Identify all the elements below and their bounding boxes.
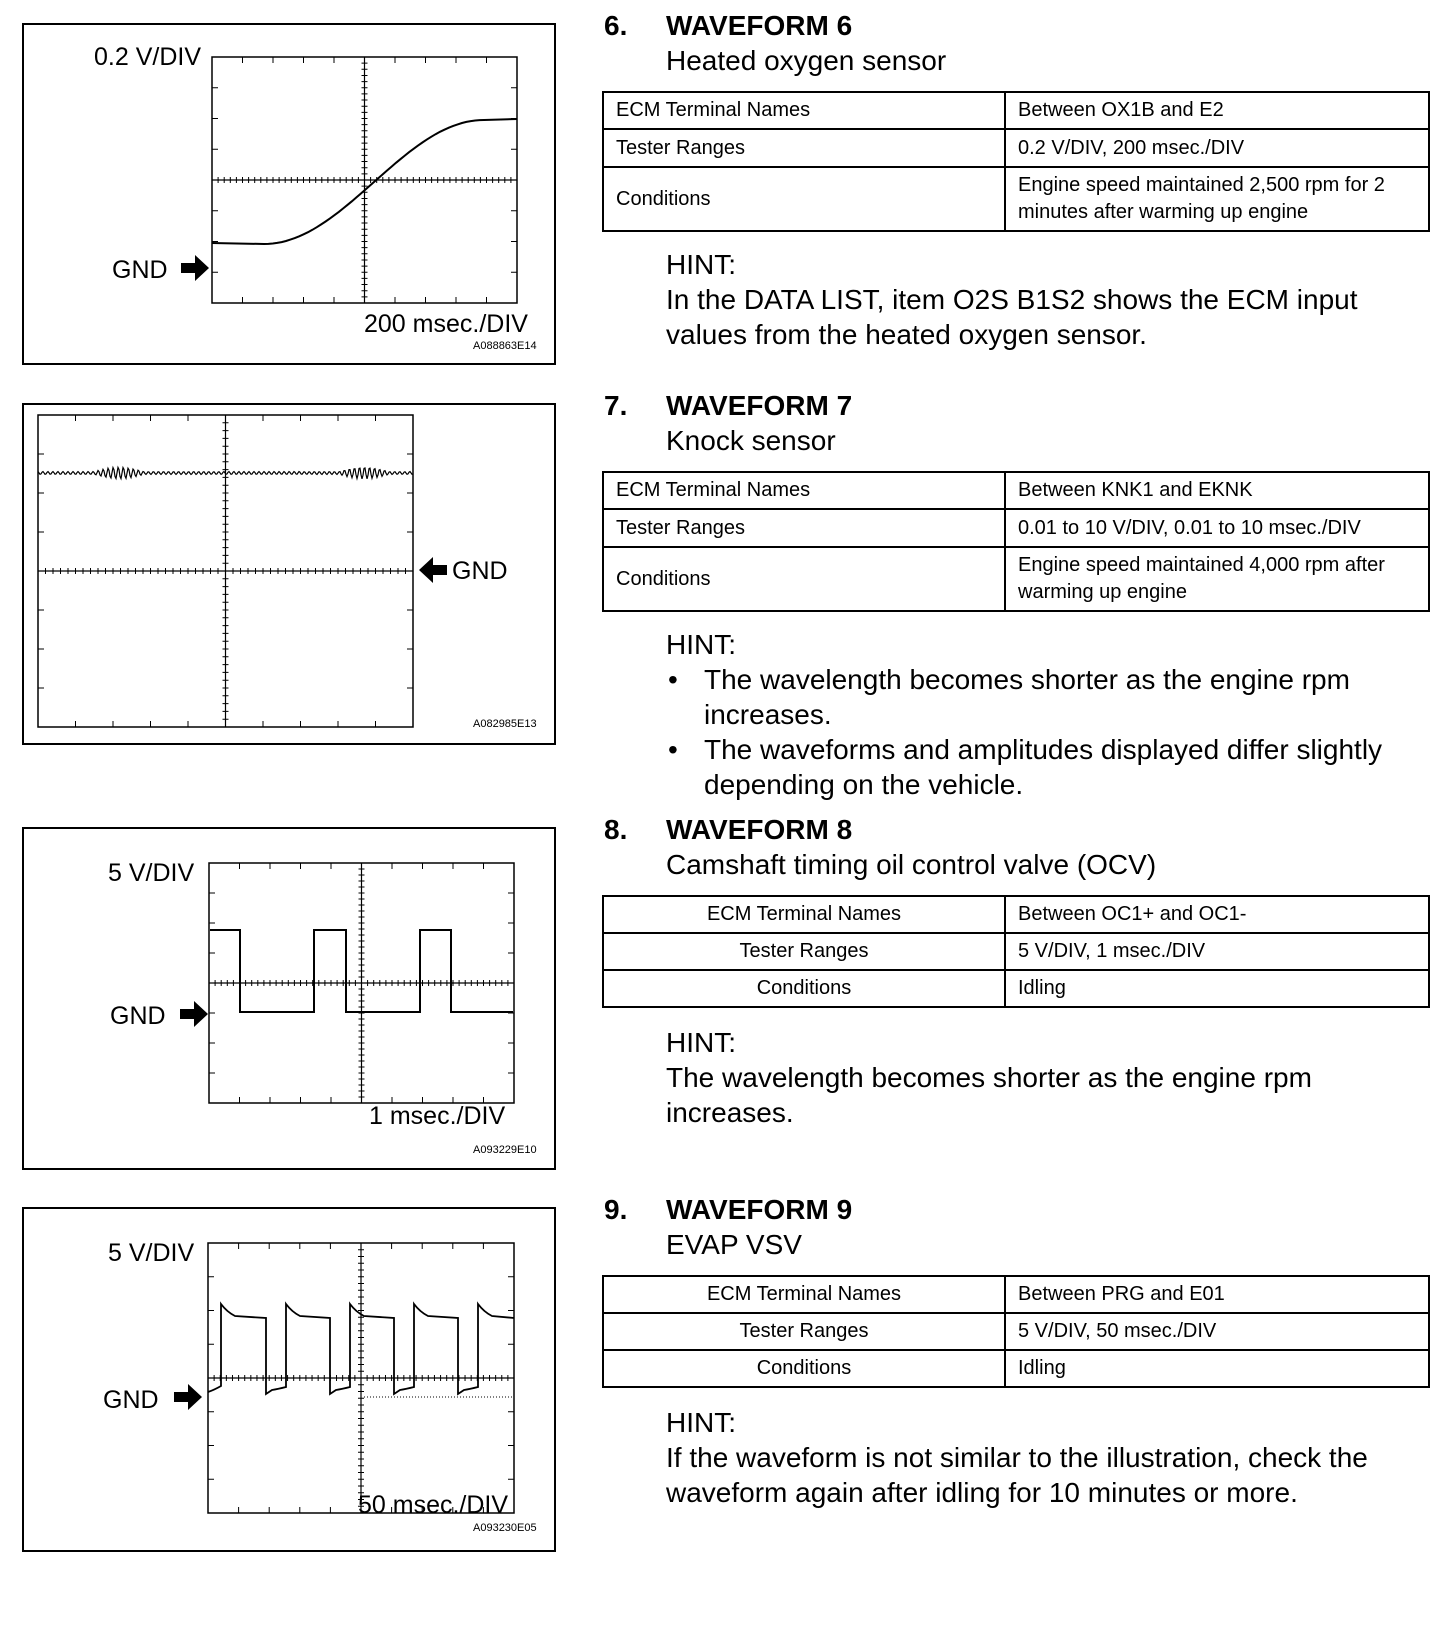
table-value: Between PRG and E01	[1005, 1276, 1429, 1313]
table-value: 5 V/DIV, 1 msec./DIV	[1005, 933, 1429, 970]
section-subtitle: Knock sensor	[666, 425, 836, 456]
hint-block	[666, 1025, 1436, 1130]
gnd-arrow-icon	[419, 557, 447, 583]
volts-per-div-label: 5 V/DIV	[108, 859, 195, 887]
hint-block	[666, 247, 1436, 352]
table-key: Conditions	[603, 547, 1005, 611]
table-value: Engine speed maintained 2,500 rpm for 2 minutes after warming up engine	[1005, 167, 1429, 231]
section-number: 7.	[604, 390, 628, 421]
waveform-9-figure	[22, 1207, 556, 1552]
table-value: 0.2 V/DIV, 200 msec./DIV	[1005, 129, 1429, 167]
hint-text: In the DATA LIST, item O2S B1S2 shows the ECM input values from the heated oxygen sensor.	[666, 284, 1358, 350]
table-key: ECM Terminal Names	[603, 1276, 1005, 1313]
section-subtitle: Heated oxygen sensor	[666, 45, 947, 76]
gnd-label: GND	[112, 256, 168, 284]
section-subtitle: EVAP VSV	[666, 1229, 802, 1260]
section-title: WAVEFORM 8	[666, 814, 853, 845]
table-key: ECM Terminal Names	[603, 92, 1005, 129]
section-title: WAVEFORM 6	[666, 10, 853, 41]
waveform-6-figure	[22, 23, 556, 365]
table-value: Engine speed maintained 4,000 rpm after warming up engine	[1005, 547, 1429, 611]
hint-text: The wavelength becomes shorter as the engine rpm increases.	[666, 1062, 1312, 1128]
gnd-arrow-icon	[174, 1384, 202, 1410]
section-number: 6.	[604, 10, 628, 41]
figure-code: A082985E13	[473, 718, 537, 730]
table-value: Between OC1+ and OC1-	[1005, 896, 1429, 933]
table-key: Tester Ranges	[603, 129, 1005, 167]
waveform-8-figure	[22, 827, 556, 1170]
section-number: 9.	[604, 1194, 628, 1225]
hint-label: HINT:	[666, 629, 736, 660]
figure-code: A088863E14	[473, 340, 537, 352]
table-value: 0.01 to 10 V/DIV, 0.01 to 10 msec./DIV	[1005, 509, 1429, 547]
section-title: WAVEFORM 9	[666, 1194, 853, 1225]
spec-table	[602, 471, 1430, 612]
hint-bullet: • The waveforms and amplitudes displayed differ slightly depending on the vehicle.	[666, 732, 1436, 802]
time-per-div-label: 200 msec./DIV	[364, 310, 528, 338]
figure-code: A093229E10	[473, 1144, 537, 1156]
section-subtitle: Camshaft timing oil control valve (OCV)	[666, 849, 1157, 880]
table-key: Tester Ranges	[603, 1313, 1005, 1350]
hint-bullet: • The wavelength becomes shorter as the engine rpm increases.	[666, 662, 1436, 732]
time-per-div-label: 50 msec./DIV	[358, 1491, 509, 1519]
spec-table	[602, 895, 1430, 1008]
table-key: ECM Terminal Names	[603, 896, 1005, 933]
table-value: Idling	[1005, 1350, 1429, 1387]
gnd-arrow-icon	[181, 255, 209, 281]
table-value: 5 V/DIV, 50 msec./DIV	[1005, 1313, 1429, 1350]
hint-list	[666, 662, 1436, 802]
section-title: WAVEFORM 7	[666, 390, 853, 421]
table-key: Conditions	[603, 167, 1005, 231]
table-key: ECM Terminal Names	[603, 472, 1005, 509]
hint-label: HINT:	[666, 1027, 736, 1058]
gnd-label: GND	[452, 557, 508, 585]
figure-code: A093230E05	[473, 1522, 537, 1534]
hint-block	[666, 627, 1436, 802]
table-value: Between KNK1 and EKNK	[1005, 472, 1429, 509]
hint-text: If the waveform is not similar to the illustration, check the waveform again after idling for 10 minutes or more.	[666, 1442, 1368, 1508]
table-value: Idling	[1005, 970, 1429, 1007]
hint-label: HINT:	[666, 249, 736, 280]
gnd-label: GND	[110, 1002, 166, 1030]
table-key: Conditions	[603, 1350, 1005, 1387]
waveform-7-figure	[22, 403, 556, 745]
spec-table	[602, 91, 1430, 232]
table-value: Between OX1B and E2	[1005, 92, 1429, 129]
table-key: Tester Ranges	[603, 933, 1005, 970]
spec-table	[602, 1275, 1430, 1388]
gnd-arrow-icon	[180, 1001, 208, 1027]
hint-label: HINT:	[666, 1407, 736, 1438]
table-key: Conditions	[603, 970, 1005, 1007]
section-number: 8.	[604, 814, 628, 845]
table-key: Tester Ranges	[603, 509, 1005, 547]
volts-per-div-label: 0.2 V/DIV	[94, 43, 201, 71]
time-per-div-label: 1 msec./DIV	[369, 1102, 506, 1130]
volts-per-div-label: 5 V/DIV	[108, 1239, 195, 1267]
hint-block	[666, 1405, 1436, 1510]
gnd-label: GND	[103, 1386, 159, 1414]
